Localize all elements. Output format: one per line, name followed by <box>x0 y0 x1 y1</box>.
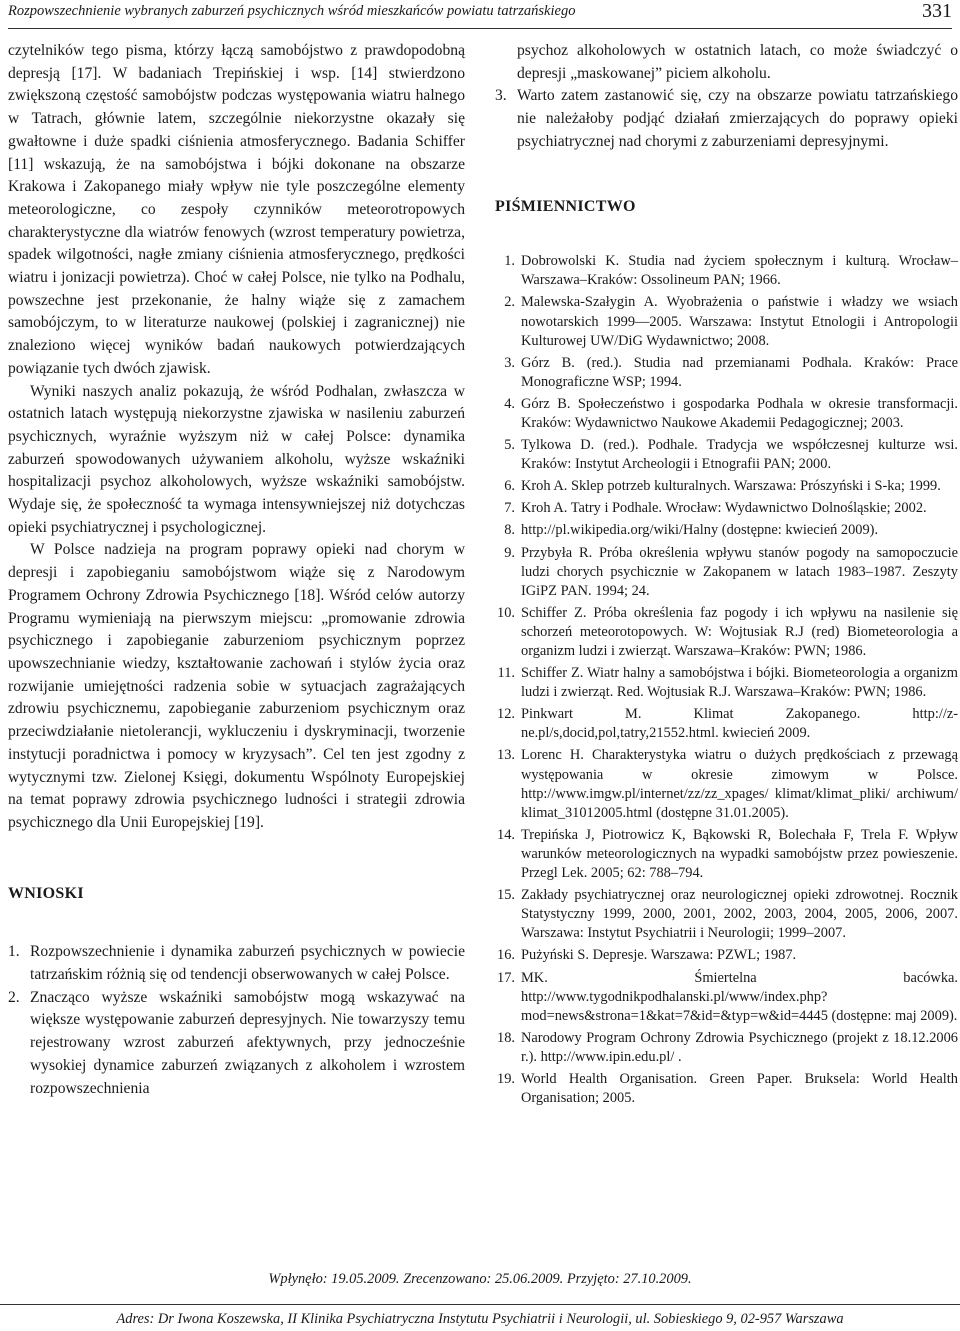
author-address: Adres: Dr Iwona Koszewska, II Klinika Psychiatryczna Instytutu Psychiatrii i Neurologii, ul. Sobieskiego 9, 02-957 Warszawa <box>0 1304 960 1331</box>
conclusion-text: Warto zatem zastanowić się, czy na obszarze powiatu tatrzańskiego nie należałoby podjąć działań zmierzających do poprawy opieki psychiatrycznej nad chorymi z zaburzeniami depresyjnymi. <box>517 87 958 150</box>
reference-text: Przybyła R. Próba określenia wpływu stanów pogody na samopoczucie ludzi chorych psychicznie w Zakopanem w latach 1983–1987. Zeszyty IGiPZ PAN. 1994; 24. <box>521 544 958 599</box>
reference-text: MK. Śmiertelna bacówka. http://www.tygodnikpodhalanski.pl/www/index.php?mod=news&strona=1&kat=7&id=&typ=w&id=4445 (dostępne: maj 2009). <box>521 969 958 1024</box>
reference-text: Malewska-Szałygin A. Wyobrażenia o państwie i władzy we wsiach nowotarskich 1999—2005. Warszawa: Instytut Etnologii i Antropologii Kulturowej UW/DiG Wydawnictwo; 2008. <box>521 294 958 349</box>
reference-number: 8. <box>504 522 515 539</box>
reference-number: 4. <box>504 395 515 412</box>
reference-text: Kroh A. Sklep potrzeb kulturalnych. Warszawa: Prószyński i S-ka; 1999. <box>521 478 941 495</box>
conclusion-number: 2. <box>8 988 20 1006</box>
reference-text: Lorenc H. Charakterystyka wiatru o dużych prędkościach z przewagą występowania w okresie zimowym w Polsce. http://www.imgw.pl/internet/zz/zz_xpages/ klimat/klimat_pliki/ archiwum/ klimat_31012005.html (dostępne 31.01.2005). <box>521 747 958 821</box>
conclusion-number: 1. <box>8 943 20 961</box>
conclusion-text: Rozpowszechnienie i dynamika zaburzeń psychicznych w powiecie tatrzańskim różnią się od tendencji obserwowanych w całej Polsce. <box>30 943 465 984</box>
reference-text: Tylkowa D. (red.). Podhale. Tradycja we współczesnej kulturze wsi. Kraków: Instytut Archeologii i Etnografii PAN; 2000. <box>521 437 958 473</box>
reference-text: Pinkwart M. Klimat Zakopanego. http://z-ne.pl/s,docid,pol,tatry,21552.html. kwiecień 2009. <box>521 706 958 742</box>
running-header <box>8 0 952 29</box>
reference-item <box>495 252 958 290</box>
reference-text: http://pl.wikipedia.org/wiki/Halny (dostępne: kwiecień 2009). <box>521 522 879 539</box>
page-number: 331 <box>922 0 952 22</box>
reference-item <box>495 477 958 496</box>
reference-number: 15. <box>497 887 515 904</box>
reference-number: 10. <box>497 604 515 621</box>
reference-number: 13. <box>497 747 515 764</box>
reference-number: 12. <box>497 706 515 723</box>
reference-item <box>495 705 958 743</box>
reference-number: 2. <box>504 294 515 311</box>
reference-number: 18. <box>497 1029 515 1046</box>
reference-number: 19. <box>497 1070 515 1087</box>
paragraph-1: czytelników tego pisma, którzy łączą samobójstwo z prawdopodobną depresją [17]. W badaniach Trepińskiej i wsp. [14] stwierdzono zwiększoną częstość samobójstw podczas występowania wiatru halnego w Tatrach, głównie latem, szczególnie niekorzystne okazały się gwałtowne i duże spadki ciśnienia atmosferycznego. Badania Schiffer [11] wskazują, że na samobójstwa i bójki dokonane na obszarze Krakowa i Zakopanego miały wpływ nie tyle poszczególne elementy meteorologiczne, co zespoły czynników meteorotropowych charakterystyczne dla wiatrów fenowych (wzrost temperatury powietrza, spadek wilgotności, nagłe zmiany ciśnienia atmosferycznego, prędkości wiatru i jonizacji powietrza). Choć w całej Polsce, nie tylko na Podhalu, powszechne jest przekonanie, że halny wiąże się z zamachem samobójczym, to w literaturze naukowej (polskiej i zagranicznej) nie znaleziono więcej wyników badań naukowych potwierdzających powiązanie tych dwóch zjawisk. <box>8 42 465 377</box>
conclusions-heading: WNIOSKI <box>8 884 84 902</box>
reference-item <box>495 946 958 965</box>
reference-text: Narodowy Program Ochrony Zdrowia Psychicznego (projekt z 18.12.2006 r.). http://www.ipin.edu.pl/ . <box>521 1029 958 1065</box>
reference-text: Schiffer Z. Wiatr halny a samobójstwa i bójki. Biometeorologia a organizm ludzi i zwierząt. Red. Wojtusiak R.J. Warszawa–Kraków: PWN; 1986. <box>521 665 958 701</box>
conclusions-continued <box>495 40 958 154</box>
right-column <box>495 40 958 1111</box>
reference-number: 14. <box>497 826 515 843</box>
reference-item <box>495 521 958 540</box>
reference-item <box>495 499 958 518</box>
reference-text: Górz B. Społeczeństwo i gospodarka Podhala w okresie transformacji. Kraków: Wydawnictwo Naukowe Akademii Pedagogicznej; 2003. <box>521 395 958 431</box>
reference-number: 9. <box>504 544 515 561</box>
conclusion-item <box>495 85 958 153</box>
submission-dates: Wpłynęło: 19.05.2009. Zrecenzowano: 25.06.2009. Przyjęto: 27.10.2009. <box>268 1271 692 1287</box>
reference-item <box>495 969 958 1026</box>
reference-text: Trepińska J, Piotrowicz K, Bąkowski R, Bolechała F, Trela F. Wpływ warunków meteorologicznych na wypadki samobójstw przez powieszenie. Przegl Lek. 2005; 62: 788–794. <box>521 826 958 882</box>
conclusion-item <box>8 987 465 1101</box>
reference-item <box>495 1029 958 1067</box>
conclusion-text: psychoz alkoholowych w ostatnich latach, co może świadczyć o depresji „maskowanej” piciem alkoholu. <box>517 42 958 82</box>
reference-number: 7. <box>504 500 515 517</box>
running-title: Rozpowszechnienie wybranych zaburzeń psychicznych wśród mieszkańców powiatu tatrzańskiego <box>8 3 576 19</box>
reference-item <box>495 544 958 601</box>
reference-text: World Health Organisation. Green Paper. Bruksela: World Health Organisation; 2005. <box>521 1070 958 1107</box>
reference-number: 1. <box>504 253 515 270</box>
conclusion-continuation <box>495 40 958 85</box>
conclusion-number: 3. <box>495 87 507 105</box>
references-heading: PIŚMIENNICTWO <box>495 197 636 215</box>
paragraph-3: W Polsce nadzieja na program poprawy opieki nad chorym w depresji i zapobieganiu samobójstwom wiąże się z Narodowym Programem Ochrony Zdrowia Psychicznego [18]. Wśród celów autorzy Programu wymieniają na pierwszym miejscu: „promowanie zdrowia psychicznego i zapobieganie zaburzeniom psychicznym poprzez upowszechnianie wiedzy, kształtowanie zachowań i stylów życia oraz rozwijanie umiejętności radzenia sobie w sytuacjach zagrażających zdrowiu psychicznemu, zapobieganie zaburzeniom psychicznym oraz przeciwdziałanie nietolerancji, wykluczeniu i dyskryminacji, tworzenie instytucji poradnictwa i pomocy w kryzysach”. Cel ten jest zgodny z wytycznymi tzw. Zielonej Księgi, dokumentu Wspólnoty Europejskiej na temat poprawy zdrowia psychicznego ludności i strategii zdrowia psychicznego dla Unii Europejskiej [19]. <box>8 541 465 831</box>
reference-item <box>495 664 958 702</box>
reference-item <box>495 436 958 474</box>
conclusion-text: Znacząco wyższe wskaźniki samobójstw mogą wskazywać na większe występowanie zaburzeń depresyjnych. Nie towarzyszy temu rejestrowany wzrost zaburzeń afektywnych, przy jednocześnie wysokiej dynamice zaburzeń związanych z alkoholem i wzrostem rozpowszechnienia <box>30 988 465 1097</box>
reference-number: 17. <box>497 969 515 986</box>
reference-item <box>495 746 958 822</box>
reference-number: 11. <box>497 665 515 682</box>
reference-number: 6. <box>504 478 515 495</box>
reference-number: 5. <box>504 437 515 454</box>
references-list <box>495 252 958 1108</box>
reference-item <box>495 886 958 943</box>
reference-number: 16. <box>497 947 515 964</box>
paragraph-2: Wyniki naszych analiz pokazują, że wśród Podhalan, zwłaszcza w ostatnich latach występują niekorzystne zjawiska w nasileniu zaburzeń psychicznych, wyraźnie wyższym niż w całej Polsce: dynamika zaburzeń spowodowanych używaniem alkoholu, wyższe wskaźniki hospitalizacji psychoz alkoholowych, wyższe wskaźniki samobójstw. Wydaje się, że społeczność ta wymaga intensywniejszej niż dotychczas opieki psychiatrycznej i psychologicznej. <box>8 382 465 536</box>
left-column <box>8 40 465 1100</box>
reference-text: Górz B. (red.). Studia nad przemianami Podhala. Kraków: Prace Monograficzne WSP; 1994. <box>521 354 958 390</box>
reference-number: 3. <box>504 354 515 371</box>
conclusion-item <box>8 941 465 986</box>
reference-text: Kroh A. Tatry i Podhale. Wrocław: Wydawnictwo Dolnośląskie; 2002. <box>521 500 927 517</box>
reference-item <box>495 1070 958 1108</box>
reference-item <box>495 826 958 883</box>
reference-item <box>495 604 958 661</box>
conclusions-list <box>8 941 465 1100</box>
reference-item <box>495 395 958 433</box>
reference-text: Schiffer Z. Próba określenia faz pogody i ich wpływu na nasilenie się schorzeń meteorotopowych. W: Wojtusiak R.J (red) Biometeorologia a organizm ludzi i zwierząt. Warszawa–Kraków: PWN; 1986. <box>521 604 958 659</box>
reference-text: Zakłady psychiatrycznej oraz neurologicznej opieki zdrowotnej. Rocznik Statystyczny 1999, 2000, 2001, 2002, 2003, 2004, 2005, 2006, 2007. Warszawa: Instytut Psychiatrii i Neurologii; 1999–2007. <box>521 887 958 942</box>
reference-item <box>495 293 958 350</box>
reference-text: Pużyński S. Depresje. Warszawa: PZWL; 1987. <box>521 947 797 964</box>
reference-item <box>495 354 958 392</box>
reference-text: Dobrowolski K. Studia nad życiem społecznym i kulturą. Wrocław–Warszawa–Kraków: Ossolineum PAN; 1966. <box>521 253 958 289</box>
